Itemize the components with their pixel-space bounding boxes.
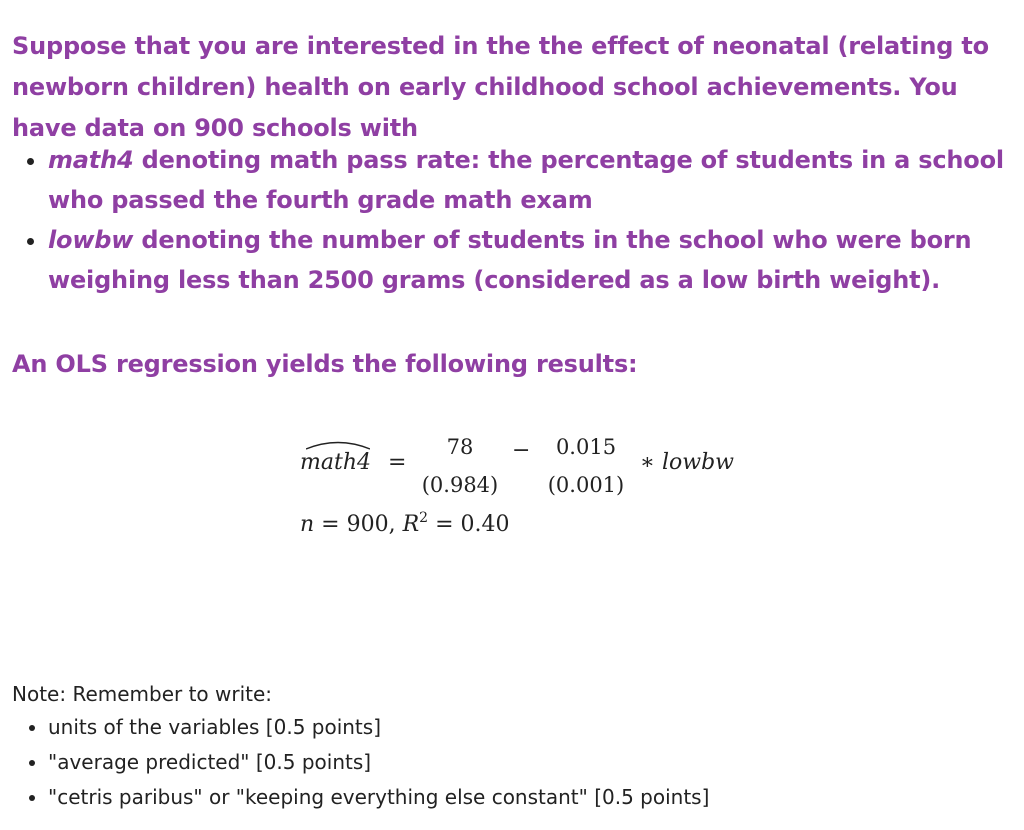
note-list [0, 710, 1024, 815]
slope-value: 0.015 [555, 435, 617, 459]
intercept-value: 78 [446, 435, 474, 459]
var-description: denoting the number of students in the school who were born weighing less than 2500 grams (considered as a low birth weight). [48, 226, 972, 294]
regressor-variable: lowbw [661, 450, 734, 475]
regression-stats [300, 510, 510, 537]
lhs-variable: math4 [300, 450, 371, 475]
var-description: denoting math pass rate: the percentage of students in a school who passed the fourth grade math exam [48, 146, 1004, 214]
r2-value: = 0.40 [435, 512, 510, 537]
note-item: • "average predicted" [0.5 points] [48, 745, 1024, 780]
regression-equation [300, 428, 760, 508]
variable-definitions [0, 140, 1024, 300]
intercept-fraction [418, 428, 502, 504]
equation-lhs [300, 450, 371, 475]
n-label: n [300, 512, 315, 537]
slope-fraction [544, 428, 628, 504]
var-name: lowbw [48, 226, 134, 254]
regressor-term [640, 450, 734, 475]
intercept-se: (0.984) [421, 473, 499, 497]
note-item: • units of the variables [0.5 points] [48, 710, 1024, 745]
intro-paragraph: Suppose that you are interested in the the effect of neonatal (relating to newborn children) health on early childhood school achievements. You have data on 900 schools with [12, 32, 989, 142]
var-name: math4 [48, 146, 134, 174]
definition-math4 [48, 140, 1024, 220]
minus-sign: − [512, 438, 531, 463]
times-sign: ∗ [640, 450, 655, 475]
n-value: = 900, [321, 512, 396, 537]
r2-exponent: 2 [419, 510, 429, 526]
definition-lowbw [48, 220, 1024, 300]
equals-sign: = [388, 450, 407, 475]
r2-label: R [402, 512, 420, 537]
slope-se: (0.001) [547, 473, 625, 497]
ols-intro: An OLS regression yields the following results: [12, 350, 638, 378]
note-title: Note: Remember to write: [12, 682, 273, 706]
hat-accent-icon [306, 438, 370, 450]
note-item: • "cetris paribus" or "keeping everything else constant" [0.5 points] [48, 780, 1024, 815]
